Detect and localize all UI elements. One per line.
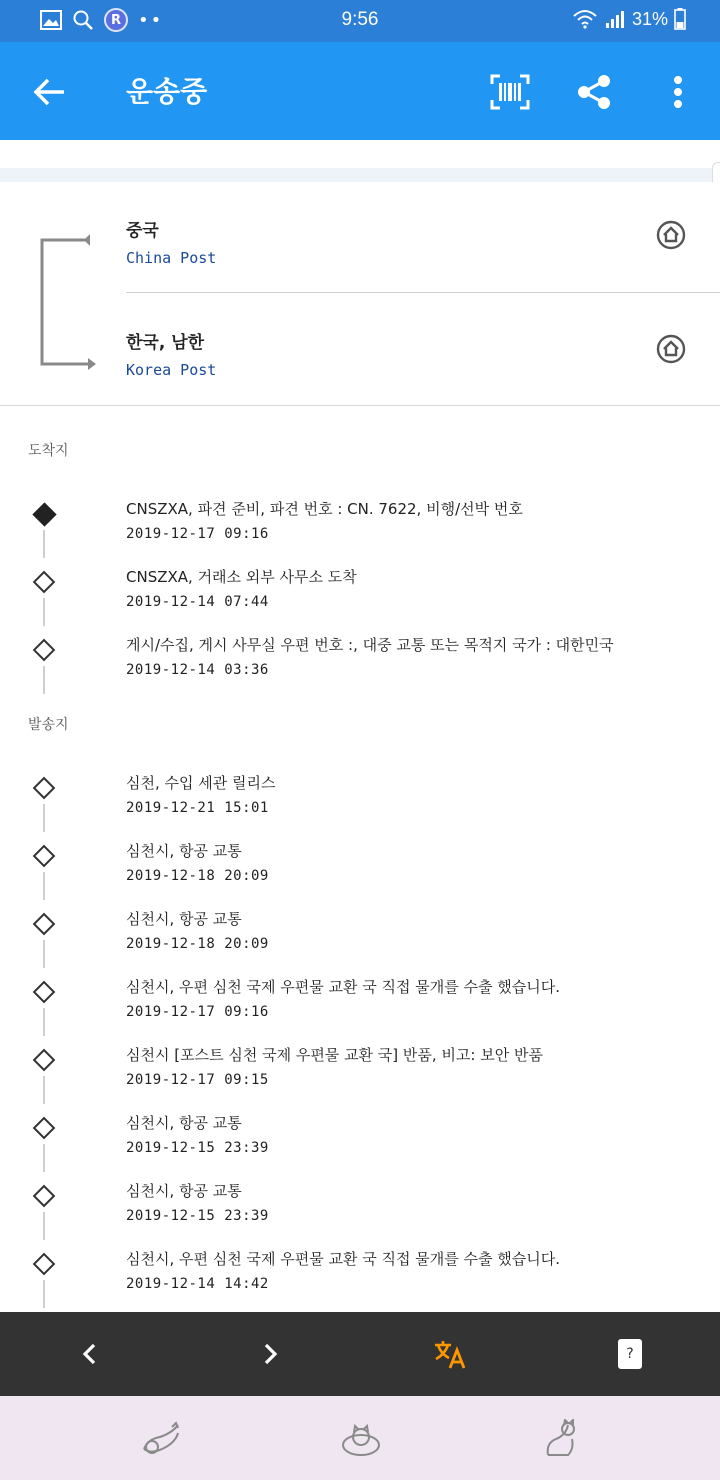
event-description: CNSZXA, 거래소 외부 사무소 도착 (126, 568, 357, 586)
event-timestamp: 2019-12-17 09:16 (126, 1004, 269, 1020)
timeline-connector (43, 940, 45, 968)
status-diamond-icon (33, 777, 56, 800)
share-button[interactable] (572, 70, 616, 114)
timeline-connector (43, 1076, 45, 1104)
signal-icon (604, 9, 626, 29)
status-right-icons (572, 8, 686, 30)
current-status-diamond-icon (32, 502, 56, 526)
more-notifications-dots: •• (138, 9, 164, 31)
route-origin (126, 216, 720, 267)
timeline-connector (43, 530, 45, 558)
timeline-connector (43, 872, 45, 900)
translate-button[interactable] (428, 1332, 472, 1376)
battery-percent: 31% (631, 8, 668, 29)
event-timestamp: 2019-12-18 20:09 (126, 936, 269, 952)
timeline-event[interactable] (0, 1246, 720, 1314)
event-description: 심천시, 우편 심천 국제 우편물 교환 국 직접 물개를 수출 했습니다. (126, 978, 560, 996)
event-description: 심천시, 우편 심천 국제 우편물 교환 국 직접 물개를 수출 했습니다. (126, 1250, 560, 1268)
help-card-button[interactable] (608, 1332, 652, 1376)
cat-back-icon (138, 1419, 184, 1459)
event-description: 심천시, 항공 교통 (126, 910, 242, 928)
event-timestamp: 2019-12-17 09:16 (126, 526, 269, 542)
previous-button[interactable] (68, 1332, 112, 1376)
status-diamond-icon (33, 981, 56, 1004)
event-timestamp: 2019-12-14 03:36 (126, 662, 269, 678)
barcode-button[interactable] (488, 70, 532, 114)
timeline-connector (43, 598, 45, 626)
page-title: 운송중 (126, 75, 208, 108)
app-badge-icon: R (104, 8, 128, 32)
status-diamond-icon (33, 845, 56, 868)
timeline-event[interactable] (0, 564, 720, 632)
event-description: 심천시, 항공 교통 (126, 1114, 242, 1132)
timeline-connector (43, 1144, 45, 1172)
status-diamond-icon (33, 639, 56, 662)
help-label: ? (626, 1346, 634, 1362)
destination-carrier: Korea Post (126, 361, 217, 379)
timeline-connector (43, 1280, 45, 1308)
more-vert-icon (672, 74, 684, 110)
nav-home-cat-button[interactable] (336, 1414, 386, 1464)
timeline-connector (43, 1008, 45, 1036)
cat-recents-icon (538, 1419, 584, 1459)
arrow-left-icon (30, 72, 70, 112)
timeline-event[interactable] (0, 1178, 720, 1246)
status-diamond-icon (33, 571, 56, 594)
status-diamond-icon (33, 913, 56, 936)
translate-icon (433, 1338, 467, 1370)
origin-carrier: China Post (126, 249, 217, 267)
nav-back-cat-button[interactable] (136, 1414, 186, 1464)
timeline-event[interactable] (0, 906, 720, 974)
cat-home-icon (338, 1419, 384, 1459)
chevron-right-icon (260, 1342, 280, 1366)
timeline-connector (43, 666, 45, 694)
timeline-event[interactable] (0, 770, 720, 838)
route-destination (126, 328, 720, 379)
status-bar (0, 0, 720, 42)
status-diamond-icon (33, 1049, 56, 1072)
origin-country: 중국 (126, 221, 159, 241)
timeline-connector (43, 804, 45, 832)
event-timestamp: 2019-12-15 23:39 (126, 1140, 269, 1156)
event-description: 심천, 수입 세관 릴리스 (126, 774, 276, 792)
event-description: 심천시, 항공 교통 (126, 1182, 242, 1200)
event-timestamp: 2019-12-14 07:44 (126, 594, 269, 610)
event-description: 게시/수집, 게시 사무실 우편 번호 :, 대중 교통 또는 목적지 국가 : 대한민국 (126, 636, 614, 654)
timeline-event[interactable] (0, 496, 720, 564)
battery-icon (674, 8, 686, 30)
destination-country: 한국, 남한 (126, 333, 205, 353)
more-options-button[interactable] (656, 70, 700, 114)
route-card (0, 182, 720, 406)
status-diamond-icon (33, 1185, 56, 1208)
event-timestamp: 2019-12-15 23:39 (126, 1208, 269, 1224)
destination-home-icon[interactable] (656, 334, 686, 364)
event-timestamp: 2019-12-17 09:15 (126, 1072, 269, 1088)
share-icon (575, 73, 613, 111)
timeline-event[interactable] (0, 632, 720, 700)
timeline-event[interactable] (0, 974, 720, 1042)
timeline-connector (43, 1212, 45, 1240)
timeline-event[interactable] (0, 838, 720, 906)
event-timestamp: 2019-12-14 14:42 (126, 1276, 269, 1292)
route-divider (126, 292, 720, 293)
event-timestamp: 2019-12-18 20:09 (126, 868, 269, 884)
help-card-icon (618, 1339, 642, 1369)
event-description: CNSZXA, 파견 준비, 파견 번호 : CN. 7622, 비행/선박 번호 (126, 500, 523, 518)
timeline-event[interactable] (0, 1110, 720, 1178)
app-bar (0, 42, 720, 140)
destination-section-label: 도착지 (28, 443, 69, 459)
back-button[interactable] (30, 72, 70, 112)
browser-toolbar (0, 1312, 720, 1396)
next-button[interactable] (248, 1332, 292, 1376)
section-gap (0, 168, 720, 182)
nav-recents-cat-button[interactable] (536, 1414, 586, 1464)
status-diamond-icon (33, 1253, 56, 1276)
event-description: 심천시 [포스트 심천 국제 우편물 교환 국] 반품, 비고: 보안 반품 (126, 1046, 543, 1064)
origin-section-label: 발송지 (28, 717, 69, 733)
origin-home-icon[interactable] (656, 220, 686, 250)
chevron-left-icon (80, 1342, 100, 1366)
route-connector-icon (36, 234, 96, 370)
status-diamond-icon (33, 1117, 56, 1140)
event-timestamp: 2019-12-21 15:01 (126, 800, 269, 816)
clock: 9:56 (341, 9, 379, 30)
timeline-event[interactable] (0, 1042, 720, 1110)
system-nav-bar (0, 1396, 720, 1480)
barcode-icon (490, 74, 530, 110)
event-description: 심천시, 항공 교통 (126, 842, 242, 860)
wifi-icon (572, 9, 598, 29)
